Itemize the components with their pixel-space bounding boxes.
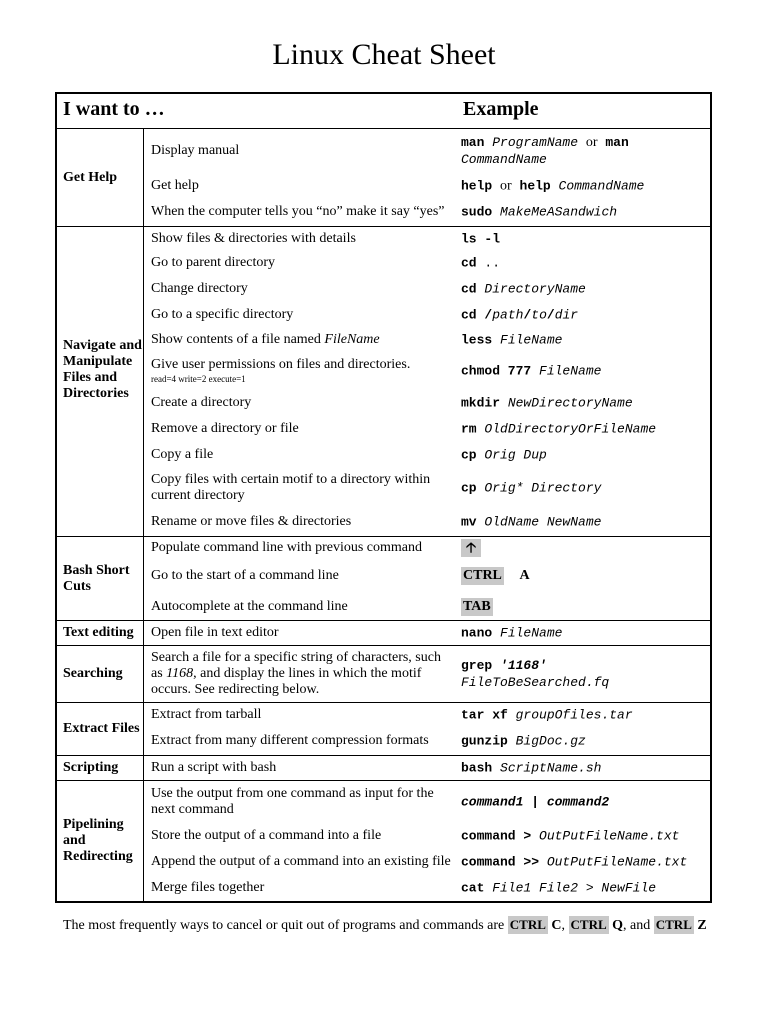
table-row bbox=[57, 559, 710, 593]
row-description: Go to parent directory bbox=[151, 255, 276, 270]
row-example: command >> OutPutFileName.txt bbox=[461, 854, 688, 870]
row-description: Open file in text editor bbox=[151, 625, 279, 640]
row-example: command > OutPutFileName.txt bbox=[461, 828, 680, 844]
up-arrow-key-icon: 🡡 bbox=[461, 539, 481, 557]
table-row bbox=[57, 328, 710, 352]
table-row bbox=[57, 537, 710, 559]
row-example: CTRL A bbox=[463, 568, 530, 583]
row-example: less FileName bbox=[461, 332, 563, 348]
section-get-help bbox=[57, 129, 710, 226]
row-description: Populate command line with previous command bbox=[151, 540, 423, 555]
row-example: nano FileName bbox=[461, 625, 563, 641]
table-row bbox=[57, 781, 710, 823]
category-label: Bash Short Cuts bbox=[57, 537, 144, 620]
row-description: Create a directory bbox=[151, 395, 252, 410]
header-example: Example bbox=[463, 98, 539, 120]
row-example: cp Orig* Directory bbox=[461, 480, 602, 496]
ctrl-key: CTRL bbox=[509, 917, 546, 932]
table-row bbox=[57, 468, 710, 508]
row-example: command1 | command2 bbox=[461, 794, 610, 810]
footer-note: The most frequently ways to cancel or quit out of programs and commands are CTRL C, CTRL Q, and CTRL Z bbox=[63, 917, 707, 933]
table-row bbox=[57, 508, 710, 536]
row-description: Store the output of a command into a file bbox=[151, 828, 382, 843]
table-row bbox=[57, 173, 710, 199]
row-example: ls -l bbox=[461, 231, 501, 246]
table-row bbox=[57, 875, 710, 901]
table-row bbox=[57, 302, 710, 328]
row-example: rm OldDirectoryOrFileName bbox=[461, 421, 657, 437]
row-description: Give user permissions on files and directories. read=4 write=2 execute=1 bbox=[151, 357, 411, 384]
table-row bbox=[57, 227, 710, 250]
row-example: cd .. bbox=[461, 255, 501, 271]
row-example: cat File1 File2 > NewFile bbox=[461, 880, 657, 896]
table-row bbox=[57, 250, 710, 276]
ctrl-key: CTRL bbox=[655, 917, 692, 932]
table-row bbox=[57, 646, 710, 702]
section-navigate bbox=[57, 226, 710, 536]
table-row bbox=[57, 756, 710, 780]
row-description: Copy files with certain motif to a directory within current directory bbox=[151, 472, 431, 503]
row-description: Change directory bbox=[151, 281, 248, 296]
category-label: Searching bbox=[57, 646, 144, 702]
table-row bbox=[57, 352, 710, 390]
row-example: cp Orig Dup bbox=[461, 447, 547, 463]
section-extract-files bbox=[57, 702, 710, 755]
row-description: Extract from many different compression formats bbox=[151, 733, 429, 748]
row-description: When the computer tells you “no” make it say “yes” bbox=[151, 204, 445, 219]
row-description: Append the output of a command into an existing file bbox=[151, 854, 451, 869]
row-description: Search a file for a specific string of characters, such as 1168, and display the lines in which the motif occurs. See redirecting below. bbox=[151, 650, 441, 697]
row-description: Remove a directory or file bbox=[151, 421, 299, 436]
row-example bbox=[461, 539, 709, 557]
row-example: gunzip BigDoc.gz bbox=[461, 733, 586, 749]
table-header bbox=[57, 94, 710, 129]
table-row bbox=[57, 823, 710, 849]
row-description: Autocomplete at the command line bbox=[151, 598, 348, 614]
table-row bbox=[57, 727, 710, 755]
section-pipelining bbox=[57, 780, 710, 901]
row-description: Display manual bbox=[151, 143, 240, 158]
row-description: Get help bbox=[151, 178, 199, 193]
row-description: Go to a specific directory bbox=[151, 307, 294, 322]
row-example: sudo MakeMeASandwich bbox=[461, 204, 618, 220]
table-row bbox=[57, 129, 710, 173]
header-want-to: I want to … bbox=[63, 98, 165, 120]
row-description: Rename or move files & directories bbox=[151, 514, 352, 529]
row-example: grep '1168' FileToBeSearched.fq bbox=[461, 658, 610, 690]
row-description: Show files & directories with details bbox=[151, 230, 356, 246]
section-bash-shortcuts bbox=[57, 536, 710, 620]
row-example: bash ScriptName.sh bbox=[461, 760, 602, 776]
table-row bbox=[57, 442, 710, 468]
row-example bbox=[461, 598, 709, 616]
row-example: man ProgramName or man CommandName bbox=[461, 135, 629, 167]
row-description: Merge files together bbox=[151, 880, 265, 895]
table-row bbox=[57, 849, 710, 875]
category-label: Scripting bbox=[57, 756, 144, 780]
section-text-editing bbox=[57, 620, 710, 645]
row-example: help or help CommandName bbox=[461, 178, 645, 194]
row-example: chmod 777 FileName bbox=[461, 363, 602, 379]
row-example: cd DirectoryName bbox=[461, 281, 586, 297]
row-example: cd /path/to/dir bbox=[461, 307, 579, 323]
row-description: Go to the start of a command line bbox=[151, 568, 339, 583]
table-row bbox=[57, 703, 710, 727]
tab-key: TAB bbox=[463, 598, 491, 614]
row-description: Show contents of a file named FileName bbox=[151, 332, 380, 347]
table-row bbox=[57, 593, 710, 620]
ctrl-key: CTRL bbox=[570, 917, 607, 932]
row-example: mv OldName NewName bbox=[461, 514, 602, 530]
category-label: Get Help bbox=[57, 129, 144, 226]
page-title: Linux Cheat Sheet bbox=[272, 38, 496, 71]
row-example: mkdir NewDirectoryName bbox=[461, 395, 633, 411]
ctrl-key: CTRL bbox=[463, 568, 502, 583]
category-label: Extract Files bbox=[57, 703, 144, 755]
table-row bbox=[57, 416, 710, 442]
row-description: Copy a file bbox=[151, 447, 214, 462]
table-row bbox=[57, 199, 710, 225]
category-label: Navigate and Manipulate Files and Directories bbox=[57, 227, 144, 536]
cheat-sheet-table bbox=[55, 92, 712, 903]
row-description: Use the output from one command as input for the next command bbox=[151, 786, 434, 817]
section-scripting bbox=[57, 755, 710, 780]
category-label: Text editing bbox=[57, 621, 144, 645]
row-example: tar xf groupOfiles.tar bbox=[461, 707, 633, 723]
category-label: Pipelining and Redirecting bbox=[57, 781, 144, 901]
section-searching bbox=[57, 645, 710, 702]
table-row bbox=[57, 390, 710, 416]
table-row bbox=[57, 621, 710, 645]
row-description: Run a script with bash bbox=[151, 760, 277, 775]
table-row bbox=[57, 276, 710, 302]
row-description: Extract from tarball bbox=[151, 707, 262, 722]
